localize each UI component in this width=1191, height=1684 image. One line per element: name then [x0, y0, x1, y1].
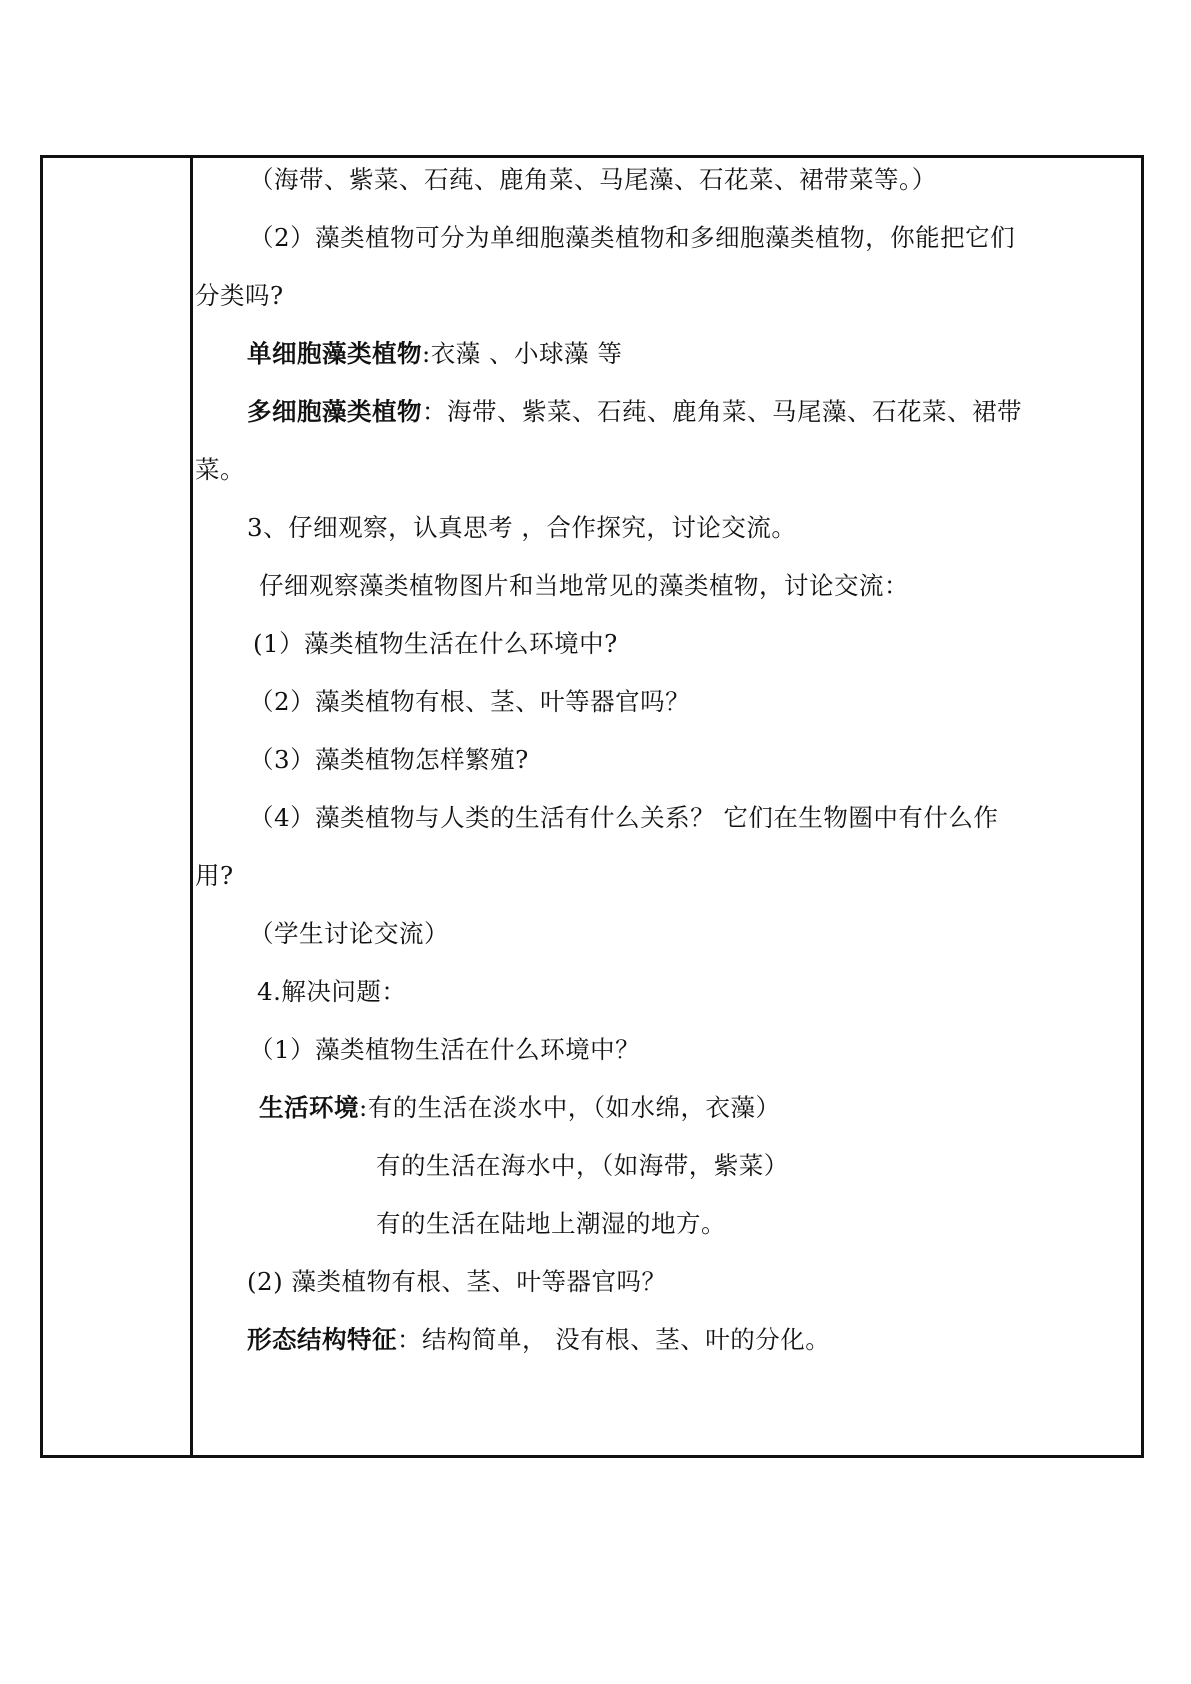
discussion-note: （学生讨论交流） — [249, 919, 449, 948]
unicellular-label: 单细胞藻类植物 — [247, 339, 422, 368]
content-cell — [193, 158, 1141, 1455]
environment-seawater: 有的生活在海水中，（如海带，紫菜） — [376, 1151, 789, 1180]
structure-row — [247, 1324, 830, 1356]
answer-question-1: （1）藻类植物生活在什么环境中？ — [249, 1035, 641, 1064]
unicellular-text: :衣藻 、小球藻 等 — [422, 339, 623, 368]
question-classify: （2）藻类植物可分为单细胞藻类植物和多细胞藻类植物，你能把它们 — [249, 223, 1016, 252]
environment-freshwater: :有的生活在淡水中，（如水绵，衣藻） — [359, 1093, 781, 1122]
multicellular-text: ：海带、紫菜、石莼、鹿角菜、马尾藻、石花菜、裙带 — [422, 397, 1022, 426]
observe-instruction: 仔细观察藻类植物图片和当地常见的藻类植物，讨论交流： — [259, 571, 909, 600]
multicellular-label: 多细胞藻类植物 — [247, 397, 422, 426]
step-3: 3、仔细观察，认真思考 ，合作探究，讨论交流。 — [247, 513, 797, 542]
example-list: （海带、紫菜、石莼、鹿角菜、马尾藻、石花菜、裙带菜等。） — [249, 165, 937, 194]
multicellular-cont: 菜。 — [195, 455, 245, 484]
environment-label: 生活环境 — [259, 1093, 359, 1122]
question-1: (1）藻类植物生活在什么环境中? — [253, 629, 618, 658]
environment-land: 有的生活在陆地上潮湿的地方。 — [376, 1209, 726, 1238]
question-3: （3）藻类植物怎样繁殖? — [249, 745, 529, 774]
question-classify-cont: 分类吗? — [195, 281, 284, 310]
step-4: 4.解决问题： — [257, 977, 407, 1006]
environment-row — [259, 1092, 781, 1124]
multicellular-row — [247, 396, 1022, 428]
question-2: （2）藻类植物有根、茎、叶等器官吗？ — [249, 687, 691, 716]
question-4: （4）藻类植物与人类的生活有什么关系？ 它们在生物圈中有什么作 — [249, 803, 999, 832]
unicellular-row — [247, 338, 622, 370]
question-4-cont: 用? — [195, 861, 234, 890]
answer-question-2: (2) 藻类植物有根、茎、叶等器官吗？ — [247, 1267, 667, 1296]
left-cell — [43, 158, 190, 1455]
structure-text: ：结构简单， 没有根、茎、叶的分化。 — [397, 1325, 831, 1354]
lesson-table — [40, 155, 1144, 1458]
structure-label: 形态结构特征 — [247, 1325, 397, 1354]
